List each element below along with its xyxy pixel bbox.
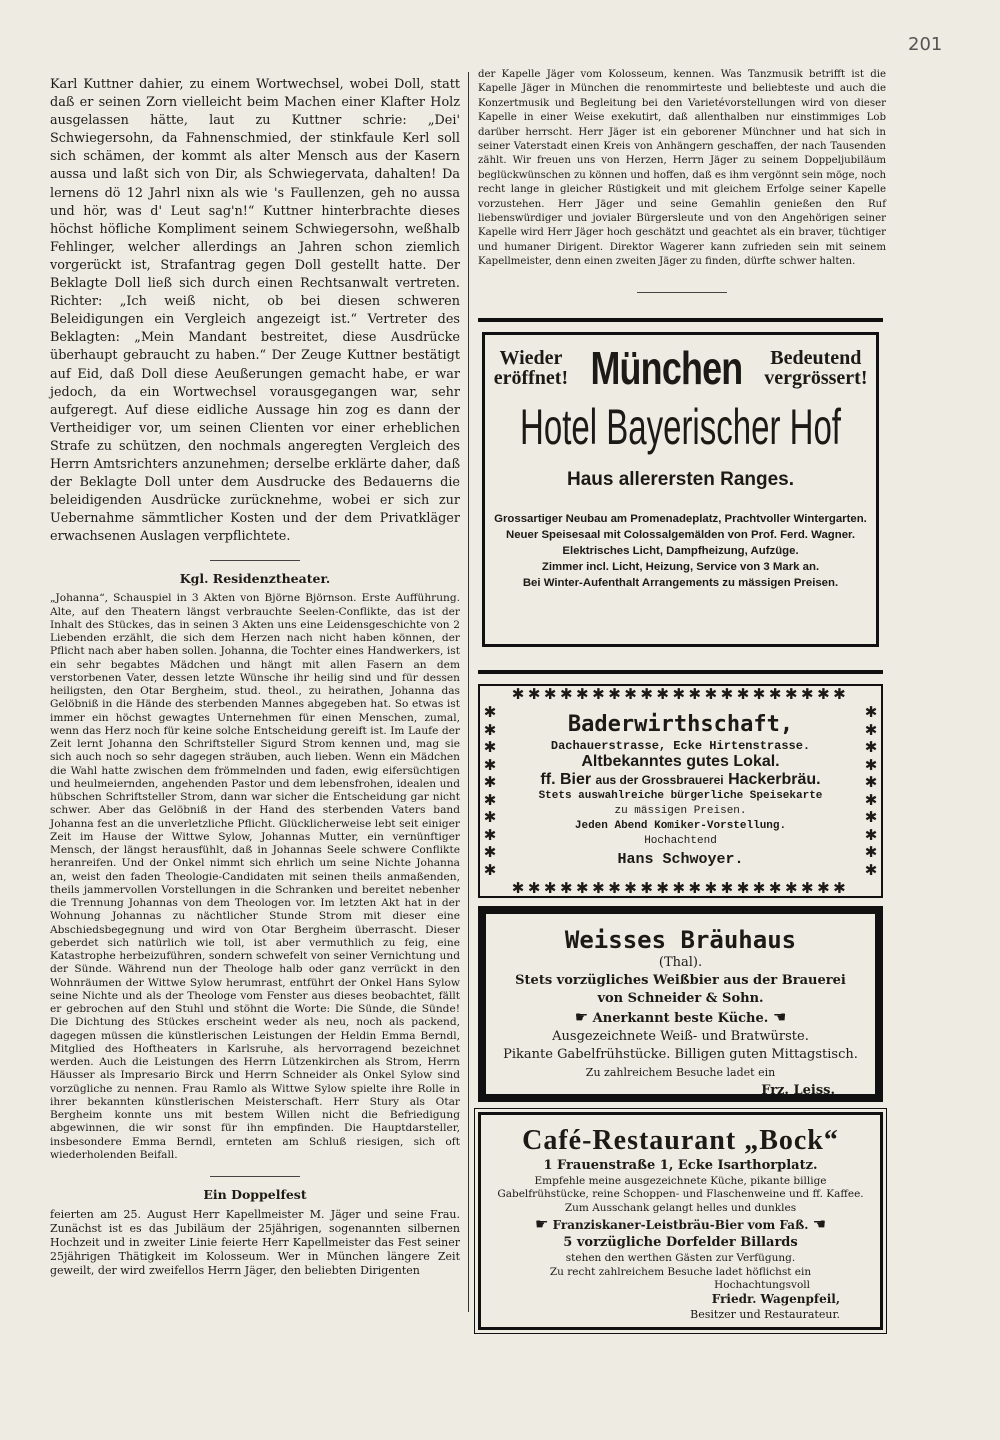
ad-baderwirthschaft-respect: Hochachtend bbox=[644, 835, 717, 847]
ad-brauhaus-owner: Frz. Leiss. bbox=[761, 1083, 835, 1098]
ad-brauhaus-line5: Pikante Gabelfrühstücke. Billigen guten Mittagstisch. bbox=[503, 1047, 858, 1062]
ad-bock-name: Café-Restaurant „Bock“ bbox=[522, 1125, 839, 1156]
ad-baderwirthschaft-owner: Hans Schwoyer. bbox=[617, 851, 744, 868]
section-title-doppelfest: Ein Doppelfest bbox=[203, 1187, 307, 1203]
ad-bock-line6: Zu recht zahlreichem Besuche ladet höflichst ein bbox=[549, 1265, 812, 1278]
section-title-theater: Kgl. Residenztheater. bbox=[179, 571, 331, 587]
ad-brauhaus-line4: Ausgezeichnete Weiß- und Bratwürste. bbox=[552, 1029, 809, 1044]
star-border-right: ✱ ✱ ✱ ✱ ✱ ✱ ✱ ✱ ✱ ✱ bbox=[864, 703, 878, 879]
ad-weisses-brauhaus bbox=[478, 906, 883, 1102]
star-border-top: ✱✱✱✱✱✱✱✱✱✱✱✱✱✱✱✱✱✱✱✱✱ bbox=[511, 686, 850, 702]
ad-bock-owner: Friedr. Wagenpfeil, bbox=[711, 1292, 840, 1307]
ad-bock-line1: Empfehle meine ausgezeichnete Küche, pikante billige Gabelfrühstücke, reine Schoppen- und Flaschenweine und ff. Kaffee. bbox=[497, 1175, 864, 1201]
ad-city: München bbox=[590, 342, 743, 394]
pointing-hand-icon: ☛ bbox=[574, 1008, 589, 1026]
ad-bock-owner-title: Besitzer und Restaurateur. bbox=[690, 1308, 840, 1322]
pointing-hand-left-icon: ☚ bbox=[772, 1008, 787, 1026]
star-border-left: ✱ ✱ ✱ ✱ ✱ ✱ ✱ ✱ ✱ ✱ bbox=[483, 703, 497, 879]
article-theater-review: „Johanna“, Schauspiel in 3 Akten von Björne Björnson. Erste Aufführung. Alte, auf den Theatern längst verbrauchte Seelen-Conflikte, das ist der Inhalt des Stückes, das in seinen 3 Akten uns eine Leidensgeschichte von 2 Liebenden erzählt, die sich dem Herzen nach nicht haben können, der Pflicht nach aber haben sollen. Johanna, die Tochter eines Handwerkers, ist ein sehr begabtes Mädchen und hängt mit allen Fasern an dem verstorbenen Vater, dessen letzte Wünsche ihr heilig sind und für dessen heiligsten, den Otar Bergheim, stud. theol., zu heirathen, Johanna das Gelöbniß in die Hände des sterbenden Mannes abgegeben hat. So etwas ist immer ein höchst gewagtes Unternehmen für einen Menschen, zumal, wenn das Herz noch für keine solche Entscheidung gereift ist. Im Laufe der Zeit lernt Johanna den Schriftsteller Sigurd Strom kennen und, mag sie sich auch noch so sehr dagegen sträuben, auch lieben. Wenn ein Mädchen die Wahl hatte zwischen dem frömmelnden und faden, ewig eifersüchtigen und heulmeiernden, angehenden Pastor und dem lebensfrohen, idealen und hübschen Schriftsteller Strom, dann war sicher die Entscheidung gar nicht schwer. Aber das Gelöbniß in der Hand des sterbenden Vaters band Johanna fest an die unverletzliche Pflicht. Glücklicherweise lebt seit einiger Zeit im Hause der Wittwe Sylow, Johannas Mutter, ein vernünftiger Mensch, der längst herausfühlt, daß in Johannas Seele schwere Conflikte heranreifen. Und der Onkel nimmt sich ehrlich um seine Nichte Johanna an, weist den faden Theologie-Candidaten mit seinen theils anmaßenden, theils jammervollen Vorstellungen in die Schranken und bereitet nebenher die Trennung Johannas von dem Theologen vor. Im letzten Akt hat in der Wohnung Johannas zu nächtlicher Stunde Strom mit dieser eine Abschiedsbegegnung und wird von Otar Bergheim überrascht. Dieser geberdet sich natürlich wie toll, ist aber vermuthlich zu feig, eine Katastrophe herbeizuführen, sondern schwefelt von seiner Vernichtung und der Sünde. Während nun der Theologe halb oder ganz verrückt in den Wohnräumen der Wittwe Sylow herumrast, entführt der Onkel Hans Sylow seine Nichte und als der Theologe vom Fenster aus dieses beobachtet, fällt er gebrochen auf den Stuhl und stöhnt die Worte: Die Sünde, die Sünde! Die Dichtung des Stückes erscheint weder als neu, noch als packend, dagegen müssen die künstlerischen Leistungen der Heldin Emma Berndl, Mitglied des Hoftheaters in Karlsruhe, als hervorragend bezeichnet werden. Auch die Leistungen des Herrn Lützenkirchen als Strom, Herrn Häusser als Impresario Birck und Herrn Schneider als Onkel Sylow sind vorzügliche zu nennen. Frau Ramlo als Wittwe Sylow spielte ihre Rolle in ihrer bekannten künstlerischen Meisterschaft. Herr Stury als Otar Bergheim konnte uns mit bestem Willen nicht die Befriedigung abgewinnen, die wir sonst für ihn empfinden. Die Hauptdarsteller, insbesondere Emma Berndl, ernteten am Schluß riesigen, sich oft wiederholenden Beifall. bbox=[50, 592, 460, 1161]
ad-bock-line5: stehen den werthen Gästen zur Verfügung. bbox=[565, 1252, 796, 1265]
ad-bock-address: 1 Frauenstraße 1, Ecke Isarthorplatz. bbox=[543, 1158, 818, 1173]
ad-bock-line2: Zum Ausschank gelangt helles und dunkles bbox=[564, 1201, 797, 1214]
article-doppelfest-continued: der Kapelle Jäger vom Kolosseum, kennen. Was Tanzmusik betrifft ist die Kapelle Jäger in München die renommirteste und beliebteste und auch die Konzertmusik und Begleitung bei den Varietévorstellungen wird von dieser Kapelle in einer Weise exekutirt, daß allenthalben nur einstimmiges Lob darüber herrscht. Herr Jäger ist ein geborener Münchner und hat sich in seiner Vaterstadt einen Kreis von Anhängern geschaffen, der nach Tausenden zählt. Wir freuen uns von Herzen, Herrn Jäger zu seinem Doppeljubiläum beglückwünschen zu können und hoffen, daß es ihm vergönnt sein möge, noch recht lange in gleicher Rüstigkeit und mit gleichem Erfolge seiner Kapelle vorzustehen. Herr Jäger und seine Gemahlin genießen den Ruf liebenswürdiger und jovialer Bürgersleute und von den Angehörigen seiner Kapelle wird Herr Jäger hoch geschätzt und geachtet als ein braver, tüchtiger und humaner Dirigent. Direktor Wagerer kann zufrieden sein mit seinem Kapellmeister, denn einen zweiten Jäger zu finden, dürfte schwer halten. bbox=[478, 69, 886, 268]
ad-cafe-bock bbox=[478, 1112, 883, 1330]
pointing-hand-left-icon: ☚ bbox=[812, 1215, 827, 1234]
ad-baderwirthschaft-name: Baderwirthschaft, bbox=[567, 712, 794, 737]
ad-brauhaus-line2: von Schneider & Sohn. bbox=[597, 991, 764, 1006]
ad-baderwirthschaft-address: Dachauerstrasse, Ecke Hirtenstrasse. bbox=[550, 739, 811, 753]
ad-hotel-rooms: Zimmer incl. Licht, Heizung, Service von 3 Mark an. bbox=[541, 561, 820, 573]
separator bbox=[210, 1176, 300, 1177]
ad-hotel-desc: Grossartiger Neubau am Promenadeplatz, Prachtvoller Wintergarten. Neuer Speisesaal mit Colossalgemälden von Prof. Ferd. Wagner. Elektrisches Licht, Dampfheizung, Aufzüge. bbox=[494, 513, 867, 557]
ad-baderwirthschaft-prices: zu mässigen Preisen. bbox=[614, 805, 747, 817]
separator bbox=[210, 560, 300, 561]
ad-baderwirthschaft-lokal: Altbekanntes gutes Lokal. bbox=[581, 753, 780, 770]
ad-brauhaus-line1: Stets vorzügliches Weißbier aus der Brauerei bbox=[515, 973, 846, 988]
ad-reopened: Wieder eröffnet! bbox=[493, 347, 569, 389]
page-number: 201 bbox=[908, 34, 943, 55]
ad-baderwirthschaft-menu: Stets auswahlreiche bürgerliche Speisekarte bbox=[538, 790, 823, 802]
ad-baderwirthschaft-beer: ff. Bier aus der Grossbrauerei Hackerbräu. bbox=[540, 771, 821, 788]
ad-hotel-name: Hotel Bayerischer Hof bbox=[520, 399, 841, 455]
ad-enlarged: Bedeutend vergrössert! bbox=[764, 347, 868, 389]
ad-brauhaus-sub: (Thal). bbox=[658, 955, 703, 970]
left-column bbox=[50, 76, 460, 1278]
ad-hotel-rank: Haus allerersten Ranges. bbox=[566, 469, 795, 490]
column-rule bbox=[468, 72, 469, 1312]
ad-brauhaus-line6: Zu zahlreichem Besuche ladet ein bbox=[585, 1066, 776, 1079]
star-border-bottom: ✱✱✱✱✱✱✱✱✱✱✱✱✱✱✱✱✱✱✱✱✱ bbox=[511, 880, 850, 896]
ad-hotel-winter: Bei Winter-Aufenthalt Arrangements zu mässigen Preisen. bbox=[522, 577, 839, 589]
ad-brauhaus-line3: Anerkannt beste Küche. bbox=[592, 1011, 769, 1026]
ad-bock-line7: Hochachtungsvoll bbox=[714, 1279, 810, 1292]
ad-baderwirthschaft-evening: Jeden Abend Komiker-Vorstellung. bbox=[574, 820, 787, 832]
ad-bock-line4: 5 vorzügliche Dorfelder Billards bbox=[563, 1235, 798, 1251]
article-doppelfest: feierten am 25. August Herr Kapellmeister M. Jäger und seine Frau. Zunächst ist es das Jubiläum der 25jährigen, sogenannten silbernen Hochzeit und in zweiter Linie feierte Herr Kapellmeister das Fest seiner 25jährigen Thätigkeit im Kolosseum. Wer in München längere Zeit geweilt, der wird zweifellos Herrn Jäger, den beliebten Dirigenten bbox=[50, 1208, 460, 1278]
right-column bbox=[478, 68, 886, 303]
pointing-hand-icon: ☛ bbox=[534, 1215, 549, 1234]
ad-hotel-bayerischer-hof bbox=[478, 318, 883, 674]
article-court-report: Karl Kuttner dahier, zu einem Wortwechsel, wobei Doll, statt daß er seinen Zorn vielleicht beim Machen einer Klafter Holz ausgelassen hätte, laut zu Kuttner schrie: „Dei' Schwiegersohn, da Fahnenschmied, der stinkfaule Kerl soll sich schämen, der kommt als alter Mensch aus der Kasern aussa und laßt sich von Dir, als Schwiegervata, dahalten! Da lernens dö 12 Jahrl nixn als wie 's Faullenzen, geh no aussa und hör, was d' Leut sag'n!“ Kuttner hinterbrachte dieses höchst höfliche Kompliment seinem Schwiegersohn, weßhalb Fehlinger, welcher allerdings an Jahren schon ziemlich vorgerückt ist, Strafantrag gegen Doll gestellt hatte. Der Beklagte Doll ließ sich durch einen Rechtsanwalt vertreten. Richter: „Ich weiß nicht, ob bei diesen schweren Beleidigungen ein Vergleich angezeigt ist.“ Vertreter des Beklagten: „Mein Mandant bestreitet, diese Ausdrücke überhaupt gebraucht zu haben.“ Der Zeuge Kuttner bestätigt auf Eid, daß Doll diese Aeußerungen gemacht habe, er war jedoch, da ein Wortwechsel vorausgegangen war, sehr aufgeregt. Auf diese eidliche Aussage hin zog es dann der Vertheidiger vor, um seinen Clienten vor einer erheblichen Strafe zu schützen, den nochmals angeregten Vergleich des Herrn Amtsrichters anzunehmen; derselbe erklärte daher, daß der Beklagte Doll unter dem Ausdrucke des Bedauerns die beleidigenden Ausdrücke zurücknehme, wobei er sich zur Uebernahme sämmtlicher Kosten und der dem Privatkläger erwachsenen Auslagen verpflichtete. bbox=[50, 77, 460, 545]
ad-bock-line3: Franziskaner-Leistbräu-Bier vom Faß. bbox=[552, 1218, 809, 1233]
separator bbox=[637, 292, 727, 293]
ad-baderwirthschaft bbox=[478, 684, 883, 898]
ad-brauhaus-name: Weisses Bräuhaus bbox=[564, 926, 797, 954]
